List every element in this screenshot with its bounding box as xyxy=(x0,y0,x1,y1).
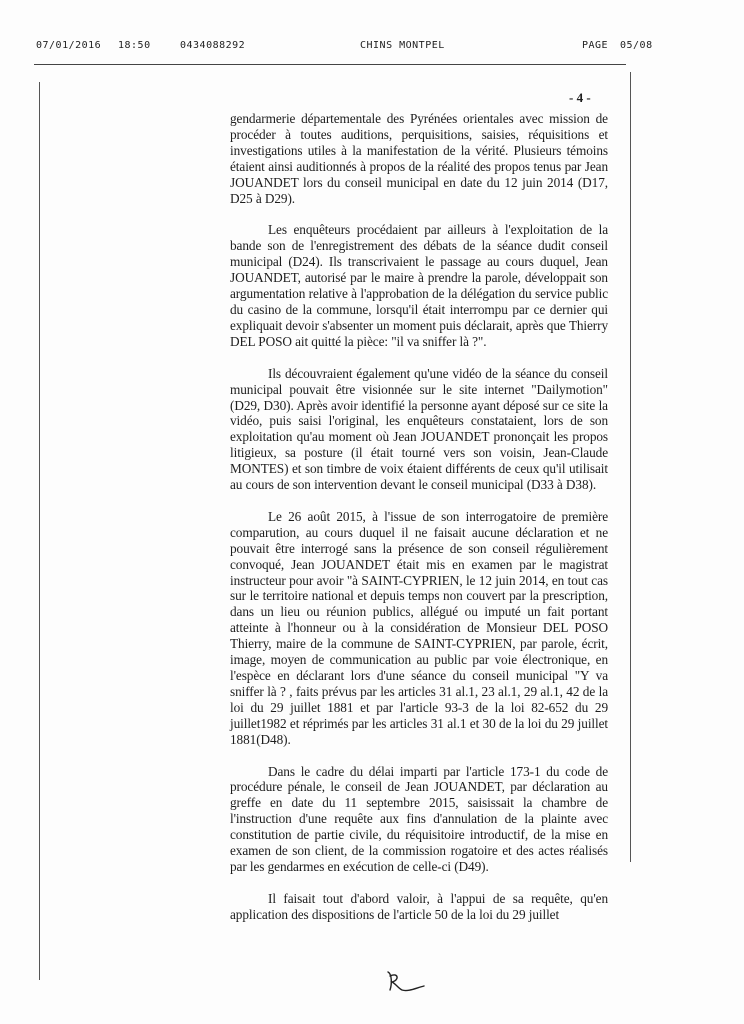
paragraph-3: Ils découvraient également qu'une vidéo de la séance du conseil municipal pouvait être visionnée sur le site internet "Dailymotion" (D29, D30). Après avoir identifié la personne ayant déposé sur ce site la vidéo, puis saisi l'original, les enquêteurs constataient, lors de son exploitation qu'au moment où Jean JOUANDET prononçait les propos litigieux, sa posture (il était tourné vers son voisin, Jean-Claude MONTES) et son timbre de voix étaient différents de ceux qu'il utilisait au cours de son intervention devant le conseil municipal (D33 à D38). xyxy=(230,365,608,493)
paragraph-1: gendarmerie départementale des Pyrénées orientales avec mission de procéder à toutes auditions, perquisitions, saisies, réquisitions et investigations utiles à la manifestation de la vérité. Plusieurs témoins étaient ainsi auditionnés à propos de la réalité des propos tenus par Jean JOUANDET lors du conseil municipal en date du 12 juin 2014 (D17, D25 à D29). xyxy=(230,111,608,206)
fax-phone-number: 0434088292 xyxy=(180,40,246,51)
paragraph-6: Il faisait tout d'abord valoir, à l'appui de sa requête, qu'en application des dispositions de l'article 50 de la loi du 29 juillet xyxy=(230,890,608,922)
fax-page-count: 05/08 xyxy=(620,40,653,51)
document-body xyxy=(230,111,608,939)
paragraph-2: Les enquêteurs procédaient par ailleurs à l'exploitation de la bande son de l'enregistrement des débats de la séance dudit conseil municipal (D24). Ils transcrivaient le passage au cours duquel, Jean JOUANDET, autorisé par le maire à prendre la parole, développait son argumentation relative à l'approbation de la délégation du service public du casino de la commune, lorsqu'il était interrompu par ce dernier qui expliquait devoir s'absenter un moment puis déclarait, après que Thierry DEL POSO ait quitté la pièce: "il va sniffer là ?". xyxy=(230,222,608,349)
paragraph-5: Dans le cadre du délai imparti par l'article 173-1 du code de procédure pénale, le conseil de Jean JOUANDET, par déclaration au greffe en date du 11 septembre 2015, saisissait la chambre de l'instruction d'une requête aux fins d'annulation de la plainte avec constitution de partie civile, du réquisitoire introductif, de la mise en examen de son client, de la commission rogatoire et des actes réalisés par les gendarmes en exécution de celle-ci (D49). xyxy=(230,763,608,874)
fax-header-rule xyxy=(34,64,626,65)
fax-time: 18:50 xyxy=(118,40,151,51)
fax-date: 07/01/2016 xyxy=(36,40,102,51)
fax-sender: CHINS MONTPEL xyxy=(360,40,445,51)
fax-page-label: PAGE xyxy=(582,40,609,51)
paragraph-4: Le 26 août 2015, à l'issue de son interrogatoire de première comparution, au cours duquel il ne faisait aucune déclaration et ne pouvait être interrogé sans la présence de son conseil régulièrement convoqué, Jean JOUANDET était mis en examen par le magistrat instructeur pour avoir "à SAINT-CYPRIEN, le 12 juin 2014, en tout cas sur le territoire national et depuis temps non couvert par la prescription, dans un lieu ou réunion publics, allégué ou imputé un fait portant atteinte à l'honneur ou à la considération de Monsieur DEL POSO Thierry, maire de la commune de SAINT-CYPRIEN, par parole, écrit, image, moyen de communication au public par voie électronique, en l'espèce en déclarant lors d'une séance du conseil municipal "Y va sniffer là ? , faits prévus par les articles 31 al.1, 23 al.1, 29 al.1, 42 de la loi du 29 juillet 1881 et par l'article 93-3 de la loi 82-652 du 29 juillet1982 et réprimés par les articles 31 al.1 et 30 de la loi du 29 juillet 1881(D48). xyxy=(230,508,608,747)
page-number: - 4 - xyxy=(569,90,591,105)
fax-header xyxy=(30,40,670,56)
left-margin-line xyxy=(39,82,40,980)
right-margin-line xyxy=(630,72,631,862)
initials-signature-icon xyxy=(382,968,426,994)
